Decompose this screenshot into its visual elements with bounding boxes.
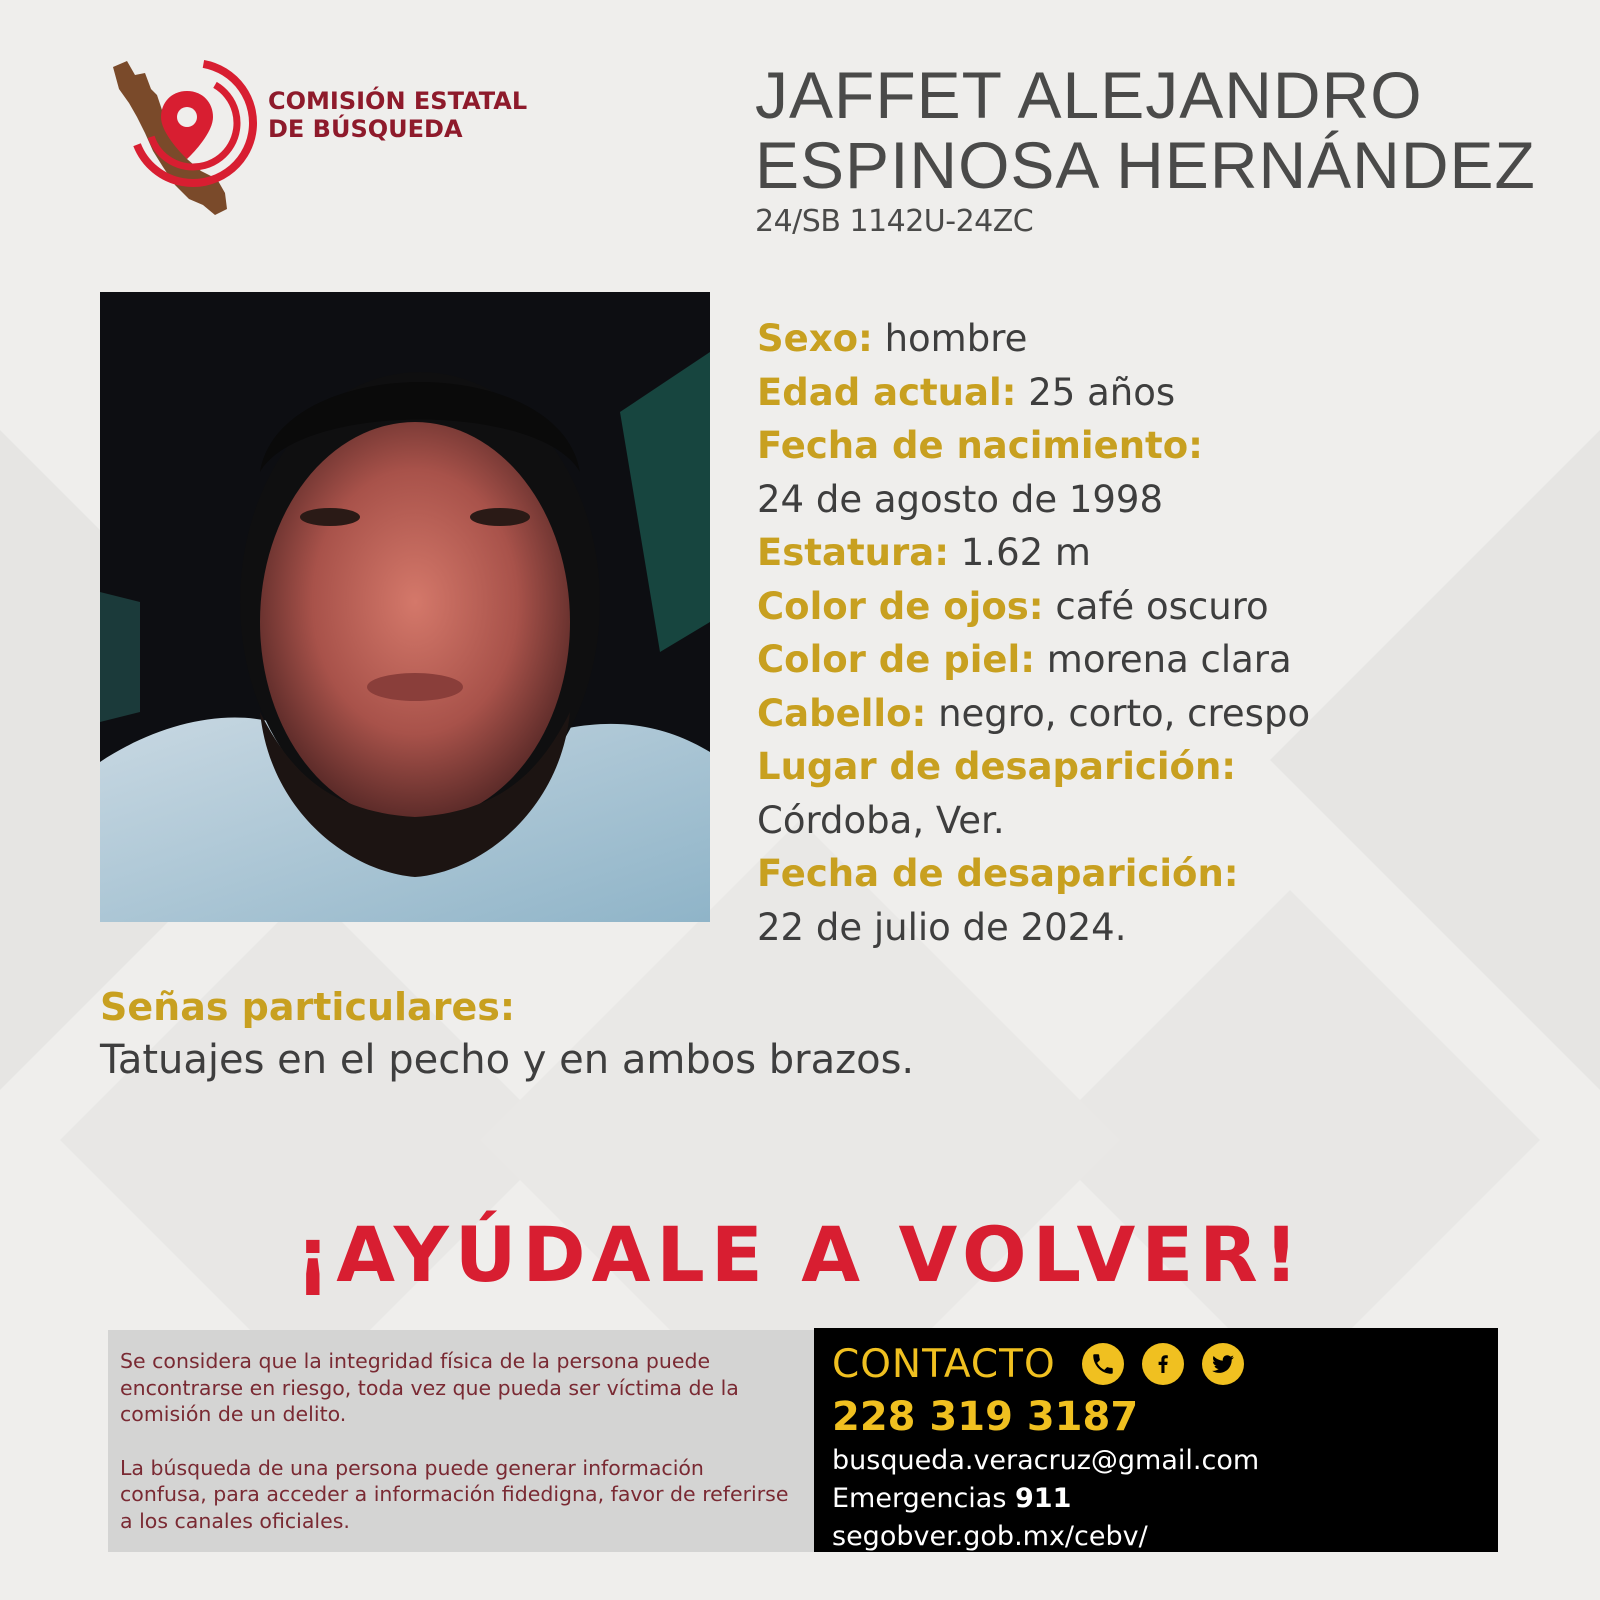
person-name-line-1: JAFFET ALEJANDRO	[755, 58, 1423, 132]
detail-value: 1.62 m	[960, 531, 1091, 574]
phone-icon[interactable]	[1082, 1343, 1124, 1385]
detail-cabello	[757, 687, 1577, 741]
detail-label: Sexo:	[757, 317, 873, 360]
detail-value: 22 de julio de 2024.	[757, 905, 1127, 949]
contact-phone[interactable]: 228 319 3187	[832, 1394, 1139, 1440]
detail-label: Color de ojos:	[757, 584, 1044, 628]
contact-box	[814, 1328, 1498, 1552]
logo	[105, 55, 545, 225]
contact-emergency	[832, 1480, 1480, 1518]
detail-value: negro, corto, crespo	[938, 691, 1311, 735]
contact-header	[832, 1336, 1480, 1392]
detail-value: hombre	[884, 317, 1028, 360]
detail-ojos	[757, 580, 1577, 634]
detail-edad	[757, 366, 1577, 420]
emergency-number[interactable]: 911	[1015, 1483, 1072, 1514]
detail-fecha-desaparicion-label	[757, 847, 1577, 901]
contact-email[interactable]: busqueda.veracruz@gmail.com	[832, 1445, 1260, 1476]
detail-lugar-label	[757, 740, 1577, 794]
detail-label: Cabello:	[757, 691, 927, 735]
detail-fecha-desaparicion-value	[757, 901, 1577, 955]
twitter-icon[interactable]	[1202, 1343, 1244, 1385]
person-name-line-2: ESPINOSA HERNÁNDEZ	[755, 128, 1536, 202]
detail-label: Edad actual:	[757, 370, 1017, 414]
detail-piel	[757, 633, 1577, 687]
disclaimer-box	[108, 1330, 814, 1552]
call-to-action: ¡AYÚDALE A VOLVER!	[295, 1210, 1305, 1299]
detail-value: 25 años	[1028, 370, 1176, 414]
detail-value: 24 de agosto de 1998	[757, 477, 1164, 521]
detail-label: Fecha de nacimiento:	[757, 424, 1203, 467]
logo-text	[268, 87, 527, 143]
facebook-icon[interactable]	[1142, 1343, 1184, 1385]
senas-particulares	[100, 982, 1400, 1088]
person-photo	[100, 292, 710, 922]
contact-title: CONTACTO	[832, 1341, 1056, 1387]
logo-line-1: COMISIÓN ESTATAL	[268, 87, 528, 115]
detail-lugar-value	[757, 794, 1577, 848]
detail-estatura	[757, 526, 1577, 580]
detail-nacimiento-value	[757, 473, 1577, 527]
detail-label: Estatura:	[757, 531, 949, 574]
detail-label: Lugar de desaparición:	[757, 745, 1237, 788]
location-pin-icon	[105, 55, 265, 225]
details-list	[757, 312, 1577, 954]
case-id: 24/SB 1142U-24ZC	[755, 204, 1034, 239]
emergency-label: Emergencias	[832, 1483, 1007, 1514]
contact-website[interactable]: segobver.gob.mx/cebv/	[832, 1521, 1148, 1552]
senas-value: Tatuajes en el pecho y en ambos brazos.	[100, 1037, 915, 1083]
name-block	[755, 60, 1585, 239]
detail-value: Córdoba, Ver.	[757, 798, 1005, 842]
detail-label: Fecha de desaparición:	[757, 852, 1239, 895]
disclaimer-paragraph-1: Se considera que la integridad física de la persona puede encontrarse en riesgo, toda vez que pueda ser víctima de la comisión de un delito.	[120, 1349, 739, 1426]
detail-value: café oscuro	[1055, 584, 1269, 628]
detail-nacimiento-label	[757, 419, 1577, 473]
logo-line-2: DE BÚSQUEDA	[268, 115, 463, 143]
senas-label: Señas particulares:	[100, 985, 516, 1029]
detail-sexo	[757, 312, 1577, 366]
detail-label: Color de piel:	[757, 638, 1036, 681]
detail-value: morena clara	[1046, 638, 1292, 681]
disclaimer-paragraph-2: La búsqueda de una persona puede generar información confusa, para acceder a información fidedigna, favor de referirse a los canales oficiales.	[120, 1455, 789, 1533]
